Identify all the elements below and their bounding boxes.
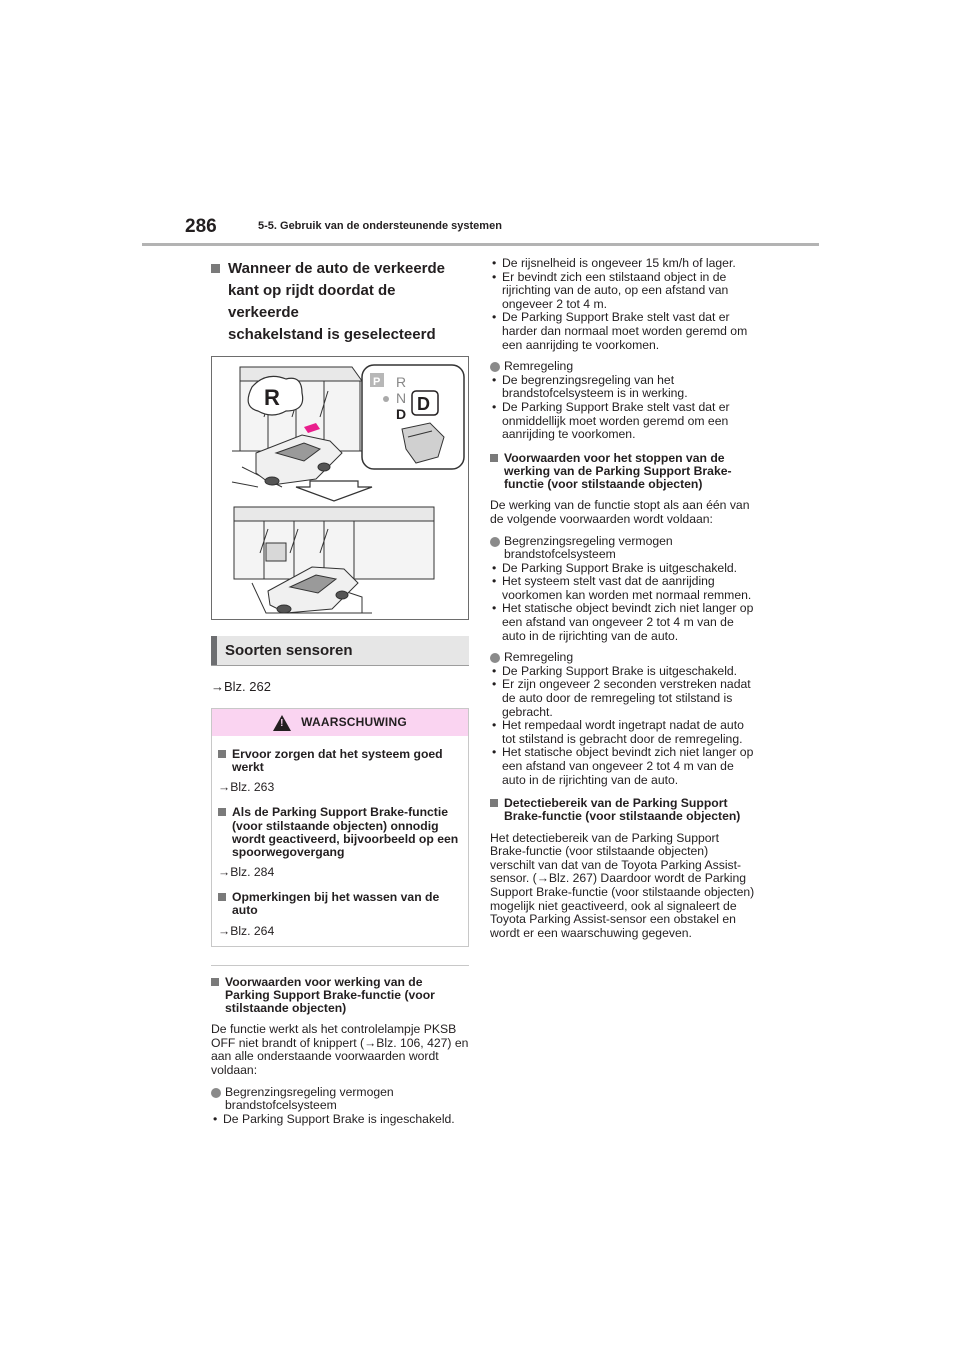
sensor-types-ref: →Blz. 262 (211, 679, 271, 694)
warning-item-ref: →Blz. 263 (218, 780, 275, 795)
detection-range-heading: Detectiebereik van de Parking Support Brake-functie (voor stilstaande objecten) (490, 797, 755, 823)
square-bullet-icon (490, 454, 498, 462)
page-number: 286 (185, 216, 217, 237)
list-item: • Er zijn ongeveer 2 seconden verstreken nadat de auto door de remregeling tot stilstand is gebracht. (490, 678, 755, 719)
square-bullet-icon (211, 978, 219, 986)
gear-d-box-label: D (417, 394, 430, 414)
section-bar-sensor-types: Soorten sensoren (211, 636, 469, 665)
left-column (211, 245, 469, 1126)
gear-r-small-label: R (396, 374, 407, 390)
round-bullet-icon (490, 537, 500, 547)
list-item: • De Parking Support Brake is uitgeschakeld. (490, 562, 755, 576)
round-bullet-icon (490, 653, 500, 663)
warning-item-ref: →Blz. 264 (218, 923, 275, 938)
stop-brake-bullets (490, 665, 755, 787)
parking-illustration (211, 356, 469, 620)
round-bullet-icon (211, 1088, 221, 1098)
list-item: • De Parking Support Brake stelt vast dat er harder dan normaal moet worden geremd om een aanrijding te voorkomen. (490, 311, 755, 352)
gear-n-label: N (396, 390, 407, 406)
detection-range-paragraph: Het detectiebereik van de Parking Support Brake-functie (voor stilstaande objecten) verschilt van dat van de Toyota Parking Assist-sensor. (→Blz. 267) Daardoor wordt de Parking Support Brake-functie (voor stilstaande objecten) mogelijk niet geactiveerd, ook al signaleert de Toyota Parking Assist-sensor een obstakel en wordt er een waarschuwing gegeven. (490, 830, 755, 940)
list-item: • Het statische object bevindt zich niet langer op een afstand van ongeveer 2 tot 4 m van de auto in de rijrichting van de auto. (490, 602, 755, 643)
brake-control-item: Remregeling (490, 360, 755, 374)
warning-item-title: Als de Parking Support Brake-functie (voor stilstaande objecten) onnodig wordt geactiveerd, bijvoorbeeld op een spoorwegovergang (218, 806, 462, 859)
conditions-dot-item: Begrenzingsregeling vermogen brandstofcelsysteem (211, 1086, 469, 1113)
list-item: • De Parking Support Brake stelt vast dat er onmiddellijk moet worden geremd om een aanrijding te voorkomen. (490, 401, 755, 442)
conditions-heading: Voorwaarden voor werking van de Parking Support Brake-functie (voor stilstaande objecten) (211, 976, 469, 1016)
warning-box (211, 708, 469, 947)
round-bullet-icon (490, 362, 500, 372)
gear-r-label: R (264, 385, 280, 410)
warning-header: ! WAARSCHUWING (212, 709, 468, 736)
list-item: • Het rempedaal wordt ingetrapt nadat de auto tot stilstand is gebracht door de remregeling. (490, 719, 755, 746)
stop-conditions-paragraph: De werking van de functie stopt als aan één van de volgende voorwaarden wordt voldaan: (490, 498, 750, 526)
section-title: 5-5. Gebruik van de ondersteunende systemen (258, 220, 502, 232)
right-column (490, 257, 755, 940)
list-item: • De begrenzingsregeling van het brandstofcelsysteem is in werking. (490, 374, 755, 401)
stop-brake-item: Remregeling (490, 651, 755, 665)
warning-triangle-icon: ! (273, 715, 291, 731)
square-bullet-icon (218, 808, 226, 816)
square-bullet-icon (218, 893, 226, 901)
stop-conditions-heading: Voorwaarden voor het stoppen van de werking van de Parking Support Brake-functie (voor stilstaande objecten) (490, 452, 755, 492)
square-bullet-icon (490, 799, 498, 807)
heading-wrong-gear: Wanneer de auto de verkeerde kant op rijdt doordat de verkeerde schakelstand is geselecteerd (211, 258, 469, 346)
speed-bullets (490, 257, 755, 352)
conditions-paragraph: De functie werkt als het controlelampje PKSB OFF niet brandt of knippert (→Blz. 106, 427) en aan alle onderstaande voorwaarden wordt voldaan: (211, 1022, 469, 1078)
list-item: • Het systeem stelt vast dat de aanrijding voorkomen kan worden met normaal remmen. (490, 575, 755, 602)
conditions-bullets (211, 1113, 469, 1127)
brake-control-bullets (490, 374, 755, 442)
list-item: • De Parking Support Brake is uitgeschakeld. (490, 665, 755, 679)
gear-d-label: D (396, 406, 407, 422)
warning-item-title: Ervoor zorgen dat het systeem goed werkt (218, 748, 462, 774)
list-item: • Het statische object bevindt zich niet langer op een afstand van ongeveer 2 tot 4 m van de auto in de rijrichting van de auto. (490, 746, 755, 787)
list-item: • Er bevindt zich een stilstaand object in de rijrichting van de auto, op een afstand van ongeveer 2 tot 4 m. (490, 271, 755, 312)
divider (211, 965, 469, 966)
list-item: • De rijsnelheid is ongeveer 15 km/h of lager. (490, 257, 755, 271)
gear-p-label: P (373, 376, 381, 388)
stop-fuel-cell-bullets (490, 562, 755, 644)
square-bullet-icon (211, 264, 220, 273)
warning-item-ref: →Blz. 284 (218, 865, 275, 880)
square-bullet-icon (218, 750, 226, 758)
parking-illustration-svg (212, 357, 468, 619)
warning-item-title: Opmerkingen bij het wassen van de auto (218, 891, 462, 917)
list-item: • De Parking Support Brake is ingeschakeld. (211, 1113, 469, 1127)
stop-fuel-cell-item: Begrenzingsregeling vermogen brandstofcelsysteem (490, 535, 755, 562)
